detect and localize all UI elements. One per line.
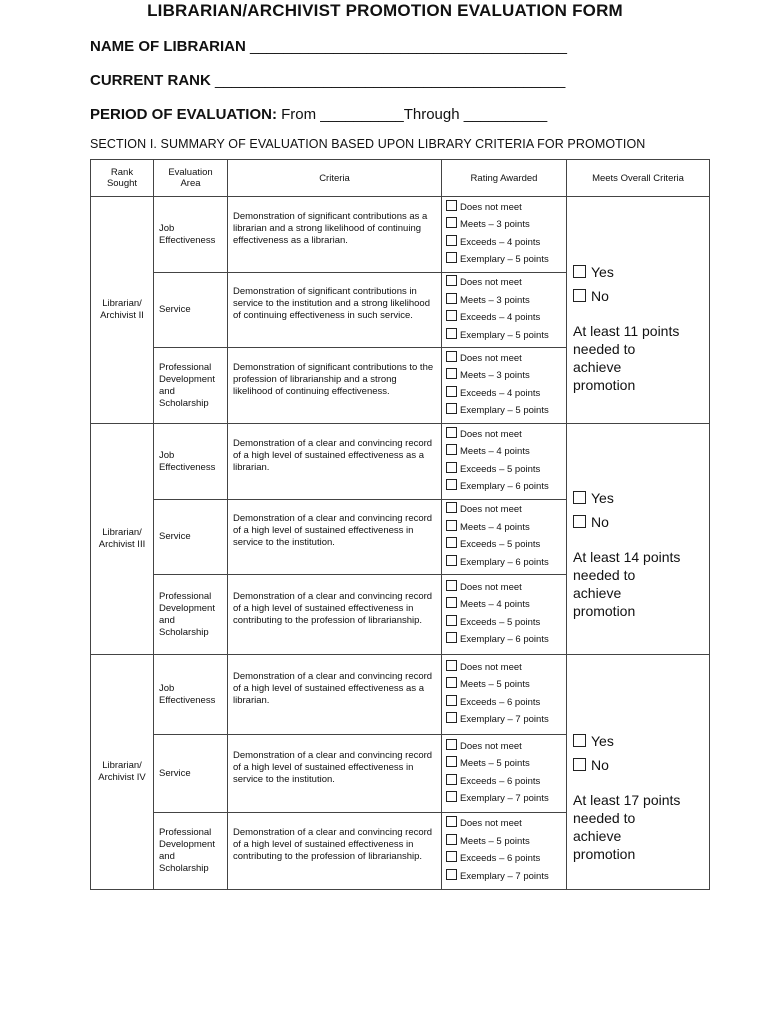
criteria-cell xyxy=(228,813,442,890)
table-header-row xyxy=(91,160,710,197)
checkbox-icon[interactable] xyxy=(573,265,586,278)
checkbox-icon[interactable] xyxy=(446,791,457,802)
evaluation-area-label: Scholarship xyxy=(159,863,209,874)
evaluation-area-label: and xyxy=(159,614,175,626)
checkbox-icon[interactable] xyxy=(446,386,457,397)
rating-option-label: Meets – 4 points xyxy=(460,446,530,457)
rating-awarded-cell xyxy=(442,655,567,735)
evaluation-period-field[interactable] xyxy=(90,105,547,125)
rank-sought-cell xyxy=(91,655,154,890)
evaluation-area-label: Development xyxy=(159,839,215,850)
rating-option[interactable] xyxy=(442,712,566,730)
checkbox-icon[interactable] xyxy=(446,660,457,671)
checkbox-icon[interactable] xyxy=(446,310,457,321)
meets-no-label: No xyxy=(591,288,609,304)
rating-option-label: Does not meet xyxy=(460,428,522,440)
criteria-cell xyxy=(228,655,442,735)
evaluation-area-label: Service xyxy=(159,531,191,542)
meets-criteria-cell xyxy=(567,424,710,655)
rating-option[interactable] xyxy=(442,351,566,369)
rating-awarded-cell xyxy=(442,575,567,655)
rating-option[interactable] xyxy=(442,427,566,445)
rating-option[interactable] xyxy=(442,200,566,218)
checkbox-icon[interactable] xyxy=(446,712,457,723)
rating-option[interactable] xyxy=(442,293,566,311)
criteria-cell xyxy=(228,273,442,348)
rating-option-label: Exemplary – 7 points xyxy=(460,793,549,804)
rating-option-label: Exemplary – 6 points xyxy=(460,481,549,492)
evaluation-area-cell xyxy=(154,500,228,575)
points-needed-note xyxy=(567,548,709,620)
checkbox-icon[interactable] xyxy=(446,328,457,339)
rank-sought-cell xyxy=(91,424,154,655)
rating-option-label: Meets – 3 points xyxy=(460,370,530,381)
rating-option[interactable] xyxy=(442,597,566,615)
criteria-text: Demonstration of significant contributions in service to the institution and a strong likelihood of continuing effectiveness in such service. xyxy=(233,286,430,321)
rating-option-label: Exemplary – 6 points xyxy=(460,634,549,645)
evaluation-area-label: Development xyxy=(159,602,215,614)
table-row xyxy=(91,424,710,500)
rating-option[interactable] xyxy=(442,580,566,598)
checkbox-icon[interactable] xyxy=(446,520,457,531)
points-needed-line: promotion xyxy=(573,603,636,619)
rank-sought-label: Archivist III xyxy=(98,539,146,550)
meets-yes-label: Yes xyxy=(591,264,614,280)
points-needed-line: At least 17 points xyxy=(573,792,681,808)
checkbox-icon[interactable] xyxy=(446,200,457,211)
rating-option[interactable] xyxy=(442,368,566,386)
section-title: SECTION I. SUMMARY OF EVALUATION BASED UPON LIBRARY CRITERIA FOR PROMOTION xyxy=(90,137,646,151)
rating-awarded-cell xyxy=(442,813,567,890)
checkbox-icon[interactable] xyxy=(573,491,586,504)
rating-awarded-cell xyxy=(442,424,567,500)
checkbox-icon[interactable] xyxy=(446,217,457,228)
criteria-text: Demonstration of significant contributions as a librarian and a strong likelihood of continuing effectiveness as a librarian. xyxy=(233,210,428,246)
criteria-cell xyxy=(228,500,442,575)
rating-option-label: Exemplary – 5 points xyxy=(460,405,549,416)
header-rank-sought: Rank Sought xyxy=(91,160,154,197)
evaluation-area-cell xyxy=(154,197,228,273)
checkbox-icon[interactable] xyxy=(446,479,457,490)
rating-option[interactable] xyxy=(442,403,566,421)
criteria-cell xyxy=(228,424,442,500)
rating-option[interactable] xyxy=(442,834,566,852)
rank-sought-label: Archivist IV xyxy=(98,772,146,783)
rating-option[interactable] xyxy=(442,328,566,346)
rating-awarded-cell xyxy=(442,273,567,348)
checkbox-icon[interactable] xyxy=(446,695,457,706)
rating-option-label: Meets – 4 points xyxy=(460,521,530,533)
rating-option[interactable] xyxy=(442,615,566,633)
points-needed-line: promotion xyxy=(573,377,636,393)
checkbox-icon[interactable] xyxy=(446,252,457,263)
checkbox-icon[interactable] xyxy=(446,462,457,473)
rating-option[interactable] xyxy=(442,774,566,792)
rating-option-label: Exceeds – 4 points xyxy=(460,312,541,323)
rating-option[interactable] xyxy=(442,520,566,538)
criteria-text: Demonstration of a clear and convincing record of a high level of sustained effectiveness as a librarian. xyxy=(233,670,433,706)
evaluation-area-label: Effectiveness xyxy=(159,234,216,246)
table-row xyxy=(91,197,710,273)
rating-option[interactable] xyxy=(442,677,566,695)
meets-no-label: No xyxy=(591,514,609,530)
rating-option-label: Meets – 3 points xyxy=(460,294,530,306)
evaluation-area-cell xyxy=(154,348,228,424)
rating-option[interactable] xyxy=(442,851,566,869)
criteria-cell xyxy=(228,197,442,273)
meets-criteria-cell xyxy=(567,655,710,890)
checkbox-icon[interactable] xyxy=(446,555,457,566)
points-needed-line: needed to xyxy=(573,341,636,357)
rating-option-label: Exceeds – 6 points xyxy=(460,853,541,864)
table-row xyxy=(91,655,710,735)
checkbox-icon[interactable] xyxy=(446,502,457,513)
header-criteria: Criteria xyxy=(228,160,442,197)
header-meets-overall: Meets Overall Criteria xyxy=(567,160,710,197)
evaluation-table xyxy=(90,159,710,890)
checkbox-icon[interactable] xyxy=(446,537,457,548)
meets-no-option[interactable] xyxy=(567,510,709,534)
checkbox-icon[interactable] xyxy=(573,515,586,528)
rating-option-label: Meets – 5 points xyxy=(460,679,530,690)
checkbox-icon[interactable] xyxy=(446,597,457,608)
rating-option[interactable] xyxy=(442,791,566,809)
form-title: LIBRARIAN/ARCHIVIST PROMOTION EVALUATION FORM xyxy=(147,1,623,20)
rank-sought-label: Librarian/ xyxy=(102,527,142,538)
rating-awarded-cell xyxy=(442,197,567,273)
checkbox-icon[interactable] xyxy=(446,293,457,304)
meets-yes-option[interactable] xyxy=(567,729,709,753)
rating-option[interactable] xyxy=(442,756,566,774)
evaluation-area-cell xyxy=(154,735,228,813)
rating-option-label: Exceeds – 4 points xyxy=(460,236,541,248)
evaluation-area-label: Development xyxy=(159,373,215,385)
rating-option-label: Exemplary – 7 points xyxy=(460,714,549,725)
evaluation-area-label: Professional xyxy=(159,590,212,602)
points-needed-line: needed to xyxy=(573,567,636,583)
rating-option[interactable] xyxy=(442,479,566,497)
evaluation-area-label: Professional xyxy=(159,361,212,373)
rating-option[interactable] xyxy=(442,235,566,253)
rating-awarded-cell xyxy=(442,500,567,575)
rank-sought-label: Librarian/ xyxy=(102,760,142,771)
rating-option-label: Exceeds – 5 points xyxy=(460,539,541,550)
current-rank-label: CURRENT RANK xyxy=(90,72,211,89)
librarian-name-blank[interactable]: ______________________________________ xyxy=(250,38,568,55)
checkbox-icon[interactable] xyxy=(446,368,457,379)
rating-option-label: Does not meet xyxy=(460,352,522,364)
evaluation-area-label: Professional xyxy=(159,827,212,838)
rating-option-label: Does not meet xyxy=(460,504,522,515)
rating-option-label: Does not meet xyxy=(460,277,522,288)
rating-option[interactable] xyxy=(442,217,566,235)
checkbox-icon[interactable] xyxy=(446,403,457,414)
evaluation-area-label: Scholarship xyxy=(159,397,209,409)
rank-sought-label: Librarian/ xyxy=(102,298,142,309)
checkbox-icon[interactable] xyxy=(446,615,457,626)
criteria-cell xyxy=(228,575,442,655)
checkbox-icon[interactable] xyxy=(446,580,457,591)
rating-awarded-cell xyxy=(442,735,567,813)
evaluation-area-cell xyxy=(154,813,228,890)
evaluation-area-label: Service xyxy=(159,304,191,315)
evaluation-area-label: Job xyxy=(159,222,175,234)
rating-option-label: Exemplary – 5 points xyxy=(460,329,549,341)
rating-option[interactable] xyxy=(442,660,566,678)
checkbox-icon[interactable] xyxy=(446,427,457,438)
rating-option-label: Meets – 3 points xyxy=(460,219,530,230)
points-needed-line: promotion xyxy=(573,846,636,862)
rating-option[interactable] xyxy=(442,502,566,520)
rating-option-label: Exemplary – 7 points xyxy=(460,870,549,882)
criteria-cell xyxy=(228,348,442,424)
librarian-name-field[interactable] xyxy=(90,37,567,57)
points-needed-line: achieve xyxy=(573,585,622,601)
rating-option-label: Exceeds – 6 points xyxy=(460,775,541,787)
rating-option-label: Exceeds – 6 points xyxy=(460,696,541,708)
checkbox-icon[interactable] xyxy=(446,869,457,880)
checkbox-icon[interactable] xyxy=(446,235,457,246)
rating-option-label: Does not meet xyxy=(460,661,522,673)
rating-option-label: Meets – 5 points xyxy=(460,835,530,847)
rating-option[interactable] xyxy=(442,632,566,650)
criteria-cell xyxy=(228,735,442,813)
rating-option-label: Meets – 5 points xyxy=(460,758,530,769)
rating-option-label: Does not meet xyxy=(460,581,522,593)
evaluation-area-label: Scholarship xyxy=(159,626,209,638)
checkbox-icon[interactable] xyxy=(446,834,457,845)
meets-yes-label: Yes xyxy=(591,490,614,506)
header-evaluation-area: Evaluation Area xyxy=(154,160,228,197)
meets-yes-option[interactable] xyxy=(567,486,709,510)
rating-option[interactable] xyxy=(442,695,566,713)
rating-option[interactable] xyxy=(442,816,566,834)
rating-option[interactable] xyxy=(442,555,566,573)
meets-no-option[interactable] xyxy=(567,284,709,308)
rating-option[interactable] xyxy=(442,462,566,480)
header-rating-awarded: Rating Awarded xyxy=(442,160,567,197)
rating-option[interactable] xyxy=(442,252,566,270)
rating-option[interactable] xyxy=(442,444,566,462)
rating-option-label: Does not meet xyxy=(460,201,522,213)
checkbox-icon[interactable] xyxy=(573,734,586,747)
rating-option-label: Meets – 4 points xyxy=(460,599,530,610)
rating-option-label: Does not meet xyxy=(460,740,522,752)
criteria-text: Demonstration of a clear and convincing record of a high level of sustained effectiveness in service to the institution. xyxy=(233,513,433,548)
rank-sought-cell xyxy=(91,197,154,424)
evaluation-area-label: Service xyxy=(159,767,191,779)
rating-option[interactable] xyxy=(442,869,566,887)
checkbox-icon[interactable] xyxy=(446,444,457,455)
rating-option-label: Exemplary – 6 points xyxy=(460,556,549,568)
criteria-text: Demonstration of a clear and convincing record of a high level of sustained effectiveness as a librarian. xyxy=(233,437,433,473)
rating-option-label: Does not meet xyxy=(460,818,522,829)
meets-criteria-cell xyxy=(567,197,710,424)
rating-option[interactable] xyxy=(442,739,566,757)
checkbox-icon[interactable] xyxy=(446,739,457,750)
points-needed-note xyxy=(567,322,709,394)
librarian-name-label: NAME OF LIBRARIAN xyxy=(90,38,246,55)
evaluation-area-label: Job xyxy=(159,449,175,461)
rating-option[interactable] xyxy=(442,537,566,555)
current-rank-field[interactable] xyxy=(90,71,565,91)
criteria-text: Demonstration of a clear and convincing record of a high level of sustained effectiveness in service to the institution. xyxy=(233,749,433,785)
points-needed-line: needed to xyxy=(573,810,636,826)
meets-no-option[interactable] xyxy=(567,753,709,777)
meets-no-label: No xyxy=(591,757,609,773)
checkbox-icon[interactable] xyxy=(573,289,586,302)
points-needed-note xyxy=(567,791,709,863)
checkbox-icon[interactable] xyxy=(446,774,457,785)
rating-option-label: Exceeds – 5 points xyxy=(460,616,541,628)
checkbox-icon[interactable] xyxy=(446,756,457,767)
rating-option[interactable] xyxy=(442,386,566,404)
rating-option[interactable] xyxy=(442,310,566,328)
meets-yes-option[interactable] xyxy=(567,260,709,284)
evaluation-area-label: and xyxy=(159,385,175,397)
rating-option-label: Exemplary – 5 points xyxy=(460,254,549,265)
criteria-text: Demonstration of a clear and convincing record of a high level of sustained effectiveness in contributing to the profession of librarianship. xyxy=(233,827,433,862)
evaluation-area-label: Effectiveness xyxy=(159,461,216,473)
evaluation-period-range[interactable]: From __________Through __________ xyxy=(281,106,548,123)
evaluation-area-label: and xyxy=(159,851,175,862)
evaluation-area-cell xyxy=(154,424,228,500)
checkbox-icon[interactable] xyxy=(446,816,457,827)
rating-option[interactable] xyxy=(442,275,566,293)
checkbox-icon[interactable] xyxy=(446,632,457,643)
current-rank-blank[interactable]: __________________________________________ xyxy=(215,72,566,89)
rating-option-label: Exceeds – 5 points xyxy=(460,463,541,475)
rating-awarded-cell xyxy=(442,348,567,424)
checkbox-icon[interactable] xyxy=(446,351,457,362)
rating-option-label: Exceeds – 4 points xyxy=(460,387,541,399)
criteria-text: Demonstration of a clear and convincing record of a high level of sustained effectiveness in contributing to the profession of librarianship. xyxy=(233,590,433,626)
evaluation-area-cell xyxy=(154,575,228,655)
evaluation-area-cell xyxy=(154,273,228,348)
points-needed-line: At least 14 points xyxy=(573,549,681,565)
evaluation-period-label: PERIOD OF EVALUATION: xyxy=(90,106,277,123)
checkbox-icon[interactable] xyxy=(446,851,457,862)
points-needed-line: achieve xyxy=(573,359,622,375)
evaluation-area-label: Job xyxy=(159,682,175,694)
meets-yes-label: Yes xyxy=(591,733,614,749)
checkbox-icon[interactable] xyxy=(446,275,457,286)
checkbox-icon[interactable] xyxy=(446,677,457,688)
criteria-text: Demonstration of significant contributions to the profession of librarianship and a strong likelihood of continuing effectiveness. xyxy=(233,361,434,397)
evaluation-area-label: Effectiveness xyxy=(159,694,216,706)
checkbox-icon[interactable] xyxy=(573,758,586,771)
points-needed-line: achieve xyxy=(573,828,622,844)
evaluation-area-cell xyxy=(154,655,228,735)
rank-sought-label: Archivist II xyxy=(100,310,144,321)
points-needed-line: At least 11 points xyxy=(573,323,680,339)
